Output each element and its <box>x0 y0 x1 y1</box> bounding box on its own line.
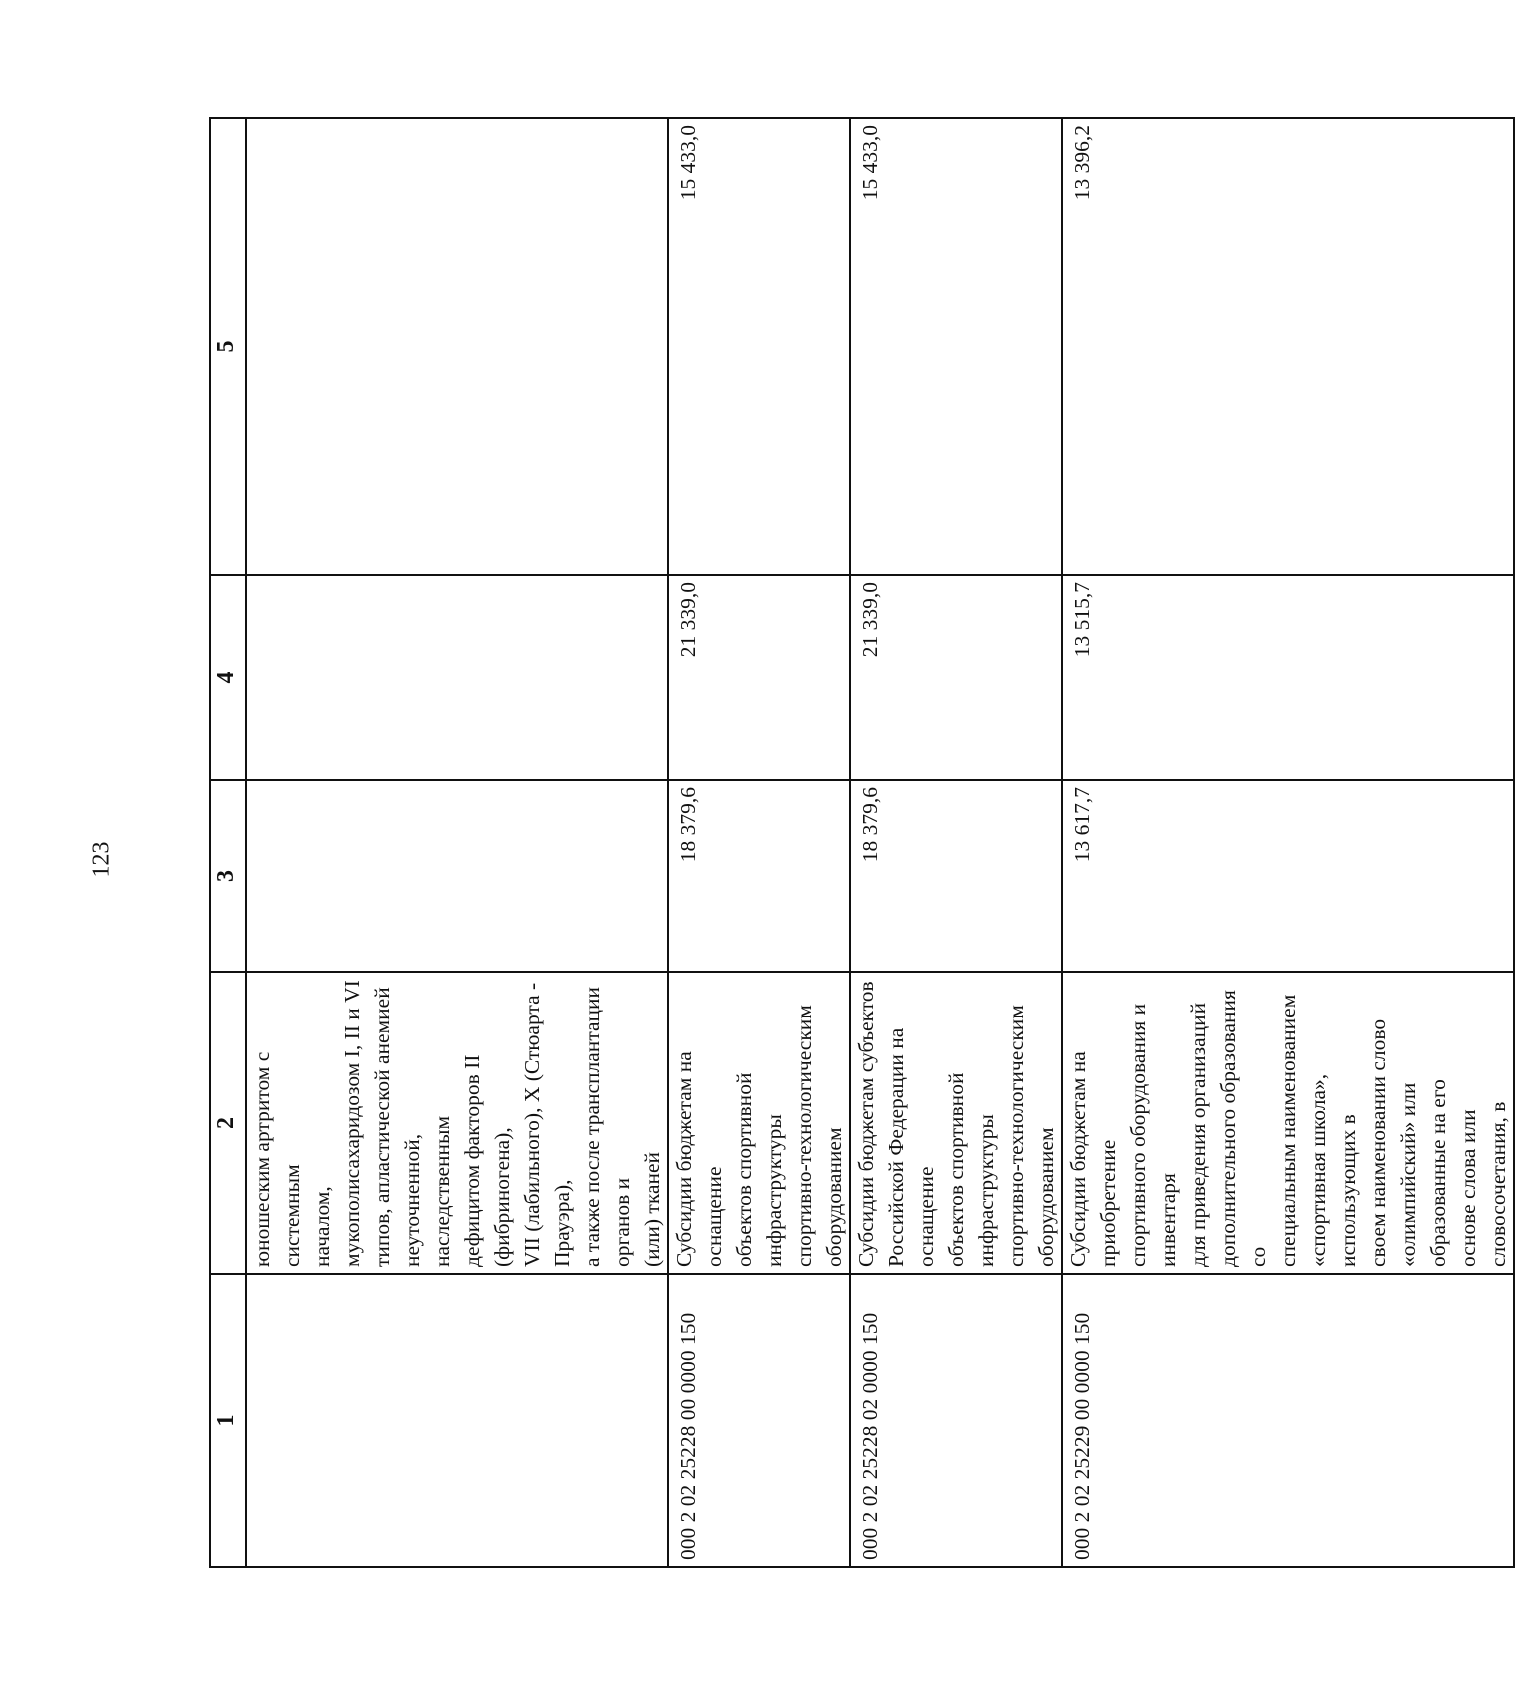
description-line: оборудованием <box>822 1127 846 1267</box>
description-line: неуточненной, наследственным <box>400 1115 454 1267</box>
row-value-col4: 13 515,7 <box>1062 575 1514 780</box>
table-row <box>1062 118 1514 1567</box>
description-line: Субсидии бюджетам субъектов <box>854 981 878 1267</box>
description-line: дополнительного образования со <box>1216 990 1270 1267</box>
header-col-5: 5 <box>210 118 246 575</box>
row-value-col4 <box>246 575 668 780</box>
description-line: спортивного оборудования и инвентаря <box>1126 1003 1180 1267</box>
description-line: типов, апластической анемией <box>370 987 394 1267</box>
row-description <box>246 972 668 1274</box>
page-number: 123 <box>88 841 115 878</box>
header-row <box>210 118 246 1567</box>
row-code: 000 2 02 25228 02 0000 150 <box>850 1274 1062 1567</box>
description-line: VII (лабильного), X (Стюарта - Прауэра), <box>520 982 574 1267</box>
description-line: (или) тканей <box>640 1151 664 1267</box>
row-code: 000 2 02 25228 00 0000 150 <box>668 1274 850 1567</box>
description-line: Российской Федерации на оснащение <box>884 1027 938 1267</box>
description-line: Субсидии бюджетам на оснащение <box>672 1051 726 1267</box>
header-col-4: 4 <box>210 575 246 780</box>
row-value-col5 <box>246 118 668 575</box>
description-line: спортивно-технологическим <box>792 1005 816 1267</box>
row-value-col4: 21 339,0 <box>668 575 850 780</box>
row-description <box>1062 972 1514 1274</box>
description-line: «олимпийский» или образованные на его <box>1396 1079 1450 1267</box>
budget-table <box>209 117 1515 1568</box>
description-line: спортивно-технологическим <box>1004 1005 1028 1267</box>
description-line: Субсидии бюджетам на приобретение <box>1066 1051 1120 1267</box>
description-line: для приведения организаций <box>1186 1002 1210 1267</box>
table-row <box>850 118 1062 1567</box>
description-line: дефицитом факторов II (фибриногена), <box>460 1054 514 1267</box>
row-description <box>668 972 850 1274</box>
row-value-col5: 13 396,2 <box>1062 118 1514 575</box>
row-value-col3: 13 617,7 <box>1062 780 1514 972</box>
row-code: 000 2 02 25229 00 0000 150 <box>1062 1274 1514 1567</box>
row-value-col3 <box>246 780 668 972</box>
description-line: а также после трансплантации органов и <box>580 986 634 1267</box>
row-code <box>246 1274 668 1567</box>
row-value-col3: 18 379,6 <box>668 780 850 972</box>
row-value-col5: 15 433,0 <box>850 118 1062 575</box>
table-row <box>246 118 668 1567</box>
budget-table-rotated <box>209 119 1510 1568</box>
description-line: оборудованием <box>1034 1127 1058 1267</box>
header-col-1: 1 <box>210 1274 246 1567</box>
header-col-2: 2 <box>210 972 246 1274</box>
description-line: «спортивная школа», использующих в <box>1306 1073 1360 1267</box>
description-line: основе слова или словосочетания, в <box>1456 1101 1510 1267</box>
description-line: объектов спортивной инфраструктуры <box>732 1072 786 1267</box>
header-col-3: 3 <box>210 780 246 972</box>
table-row <box>668 118 850 1567</box>
row-description <box>850 972 1062 1274</box>
row-value-col5: 15 433,0 <box>668 118 850 575</box>
description-line: специальным наименованием <box>1276 994 1300 1267</box>
description-line: началом, мукополисахаридозом I, II и VI <box>310 980 364 1267</box>
row-value-col3: 18 379,6 <box>850 780 1062 972</box>
description-line: своем наименовании слово <box>1366 1018 1390 1267</box>
row-value-col4: 21 339,0 <box>850 575 1062 780</box>
description-line: юношеским артритом с системным <box>250 1051 304 1267</box>
description-line: объектов спортивной инфраструктуры <box>944 1072 998 1267</box>
